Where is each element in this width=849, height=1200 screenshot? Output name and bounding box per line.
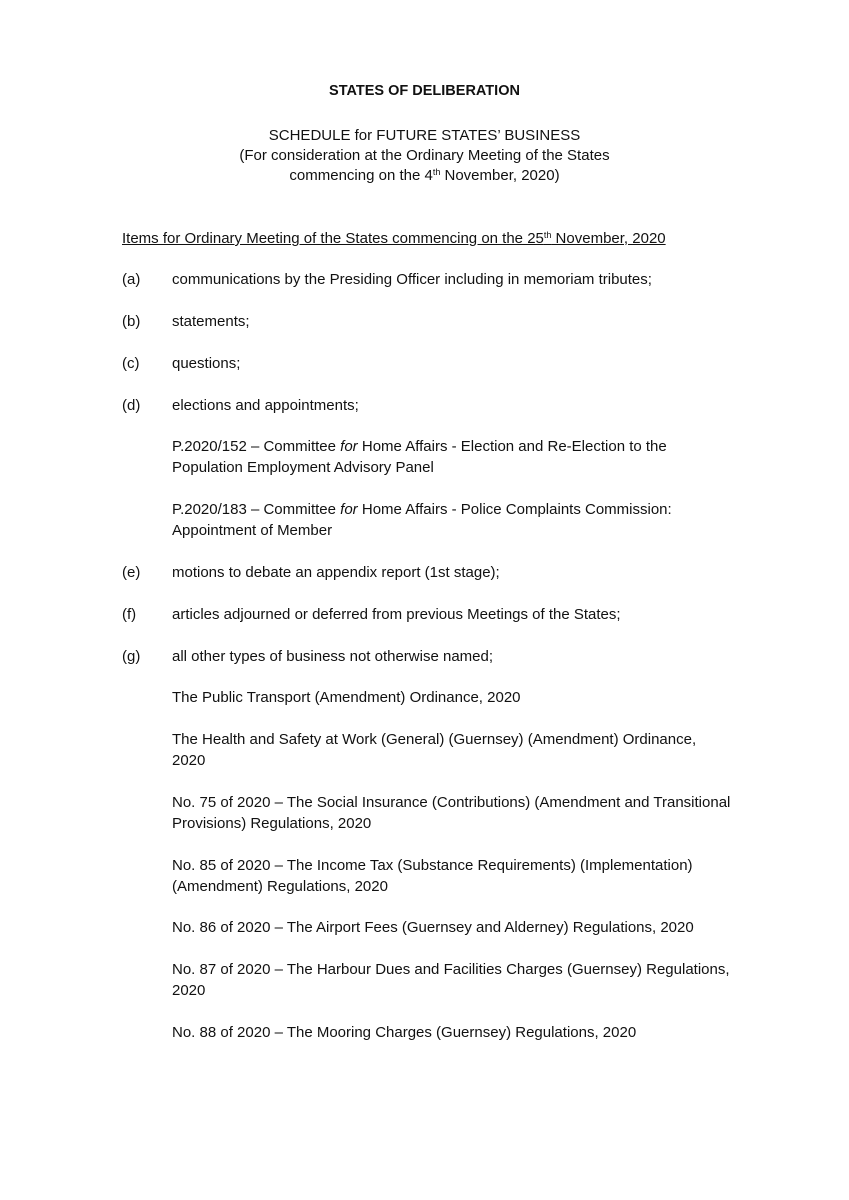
schedule-heading — [0, 126, 849, 186]
item-label: (a) — [122, 271, 141, 288]
entry-pre: P.2020/152 – Committee — [172, 438, 341, 455]
entry-post: Home Affairs - Police Complaints Commission: Appointment of Member — [172, 501, 672, 539]
business-entry: No. 88 of 2020 – The Mooring Charges (Guernsey) Regulations, 2020 — [172, 1024, 637, 1041]
item-label: (f) — [122, 606, 137, 623]
business-entry: No. 87 of 2020 – The Harbour Dues and Facilities Charges (Guernsey) Regulations, 2020 — [172, 961, 730, 999]
section-heading-post: November, 2020 — [551, 230, 666, 247]
schedule-line-3 — [0, 166, 849, 186]
schedule-line-2: (For consideration at the Ordinary Meeting of the States — [239, 147, 610, 164]
schedule-line-1: SCHEDULE for FUTURE STATES’ BUSINESS — [268, 127, 581, 144]
item-text: all other types of business not otherwise named; — [172, 648, 494, 665]
item-label: (e) — [122, 564, 141, 581]
item-label: (c) — [122, 355, 140, 372]
item-text: motions to debate an appendix report (1st stage); — [172, 564, 500, 581]
item-text: communications by the Presiding Officer including in memoriam tributes; — [172, 271, 652, 288]
section-heading — [122, 230, 666, 247]
business-entry: The Health and Safety at Work (General) (Guernsey) (Amendment) Ordinance, 2020 — [172, 731, 697, 769]
document-title: STATES OF DELIBERATION — [329, 83, 520, 99]
entry-em: for — [340, 501, 358, 518]
ordinal-suffix: th — [543, 230, 552, 240]
schedule-line-3-pre: commencing on the 4 — [289, 167, 433, 184]
item-text: questions; — [172, 355, 241, 372]
item-text: articles adjourned or deferred from previous Meetings of the States; — [172, 606, 621, 623]
item-label: (d) — [122, 397, 141, 414]
item-text: elections and appointments; — [172, 397, 359, 414]
business-entry: No. 85 of 2020 – The Income Tax (Substance Requirements) (Implementation) (Amendment) Regulations, 2020 — [172, 857, 693, 895]
schedule-line-3-post: November, 2020) — [440, 167, 560, 184]
business-entry: The Public Transport (Amendment) Ordinance, 2020 — [172, 689, 521, 706]
item-label: (b) — [122, 313, 141, 330]
item-text: statements; — [172, 313, 250, 330]
business-entry: No. 75 of 2020 – The Social Insurance (Contributions) (Amendment and Transitional Provisions) Regulations, 2020 — [172, 794, 731, 832]
business-entry: No. 86 of 2020 – The Airport Fees (Guernsey and Alderney) Regulations, 2020 — [172, 919, 694, 936]
entry-em: for — [340, 438, 358, 455]
ordinal-suffix: th — [432, 167, 441, 177]
election-entry — [172, 499, 732, 541]
item-label: (g) — [122, 648, 141, 665]
entry-post: Home Affairs - Election and Re-Election to the Population Employment Advisory Panel — [172, 438, 667, 476]
entry-pre: P.2020/183 – Committee — [172, 501, 341, 518]
election-entry — [172, 436, 732, 478]
section-heading-pre: Items for Ordinary Meeting of the States commencing on the 25 — [122, 230, 544, 247]
